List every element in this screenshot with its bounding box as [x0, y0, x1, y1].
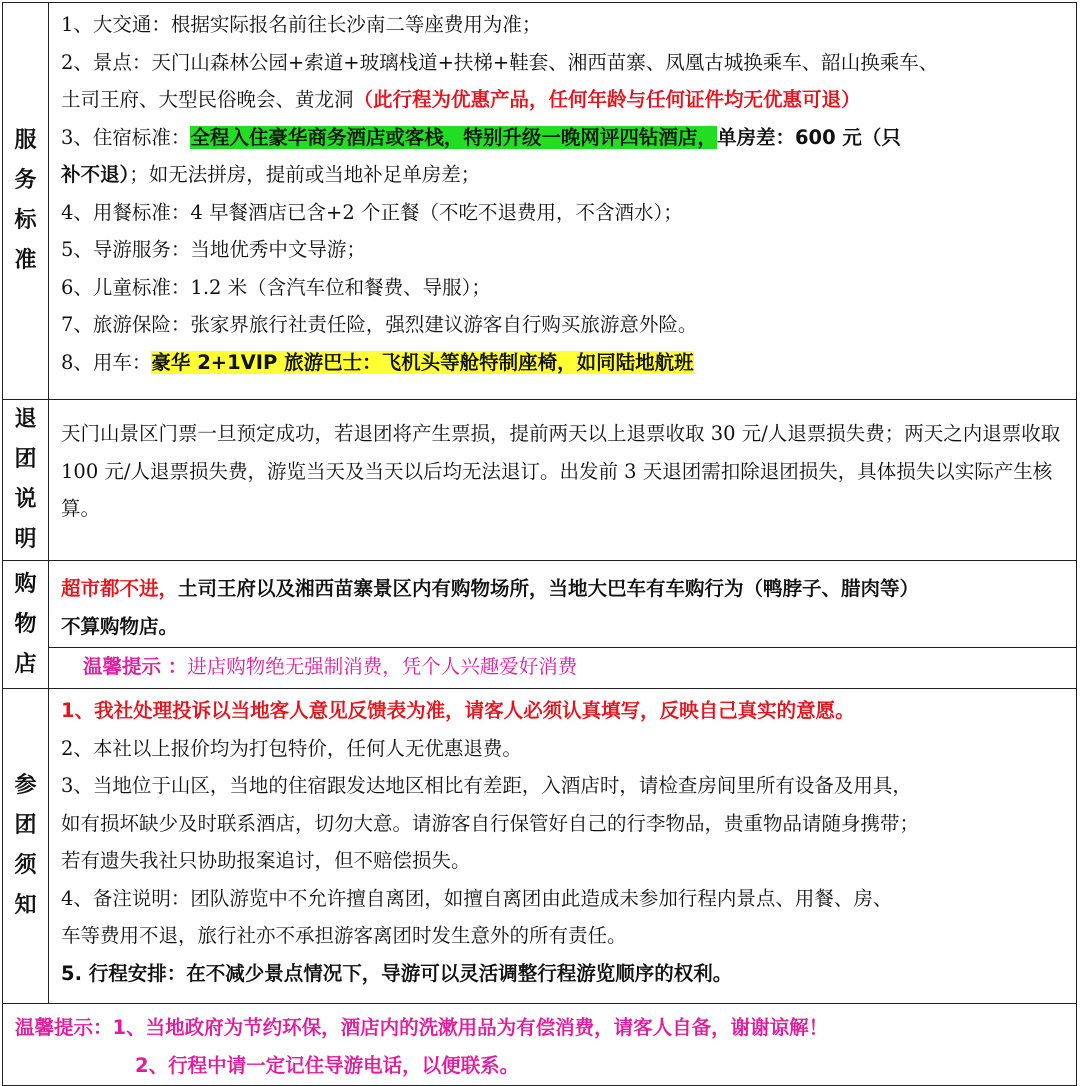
notice-price: 2、本社以上报价均为打包特价，任何人无优惠退费。 — [61, 736, 522, 760]
shopping-row — [3, 561, 1077, 689]
notice-remark: 4、备注说明：团队游览中不允许擅自离团，如擅自离团由此造成未参加行程内景点、用餐、房、 — [61, 886, 893, 910]
footer-row — [3, 1004, 1077, 1086]
refund-text: 天门山景区门票一旦预定成功，若退团将产生票损，提前两天以上退票收取 30 元/人退票损失费；两天之内退票收取 100 元/人退票损失费，游览当天及当天以后均无法退订。出发前 3 天退团需扣除退团损失，具体损失以实际产生核算。 — [61, 422, 1061, 520]
service-hotel: 3、住宿标准：全程入住豪华商务酒店或客栈，特别升级一晚网评四钻酒店，单房差：600 元（只 — [61, 125, 901, 149]
shopping-tip-label: 温馨提示 ： — [83, 655, 188, 678]
notice-row — [3, 689, 1077, 1004]
service-attractions: 2、景点：天门山森林公园+索道+玻璃栈道+扶梯+鞋套、湘西苗寨、凤凰古城换乘车、韶山换乘车、 — [61, 50, 939, 74]
service-guide: 5、导游服务：当地优秀中文导游； — [61, 238, 366, 261]
itinerary-terms-table — [2, 2, 1077, 1086]
service-vehicle: 8、用车：豪华 2+1VIP 旅游巴士：飞机头等舱特制座椅，如同陆地航班 — [61, 350, 694, 374]
service-row — [3, 3, 1077, 400]
notice-hotel-check-2: 如有损坏缺少及时联系酒店，切勿大意。请游客自行保管好自己的行李物品，贵重物品请随身携带； — [61, 811, 920, 835]
notice-schedule: 5. 行程安排：在不减少景点情况下，导游可以灵活调整行程游览顺序的权利。 — [61, 961, 733, 985]
shopping-text-cont: 不算购物店。 — [61, 614, 179, 638]
footer-tip-1: 温馨提示：1、当地政府为节约环保，酒店内的洗漱用品为有偿消费，请客人自备，谢谢谅解！ — [15, 1015, 829, 1039]
service-attractions-cont: 土司王府、大型民俗晚会、黄龙洞（此行程为优惠产品，任何年龄与任何证件均无优惠可退） — [61, 88, 861, 111]
service-insurance: 7、旅游保险：张家界旅行社责任险，强烈建议游客自行购买旅游意外险。 — [61, 313, 698, 336]
shopping-tip: 温馨提示 ：进店购物绝无强制消费，凭个人兴趣爱好消费 — [49, 647, 1076, 686]
notice-hotel-check-3: 若有遗失我社只协助报案追讨，但不赔偿损失。 — [61, 849, 471, 872]
notice-remark-2: 车等费用不退，旅行社亦不承担游客离团时发生意外的所有责任。 — [61, 924, 627, 947]
notice-complaint: 1、我社处理投诉以当地客人意见反馈表为准，请客人必须认真填写，反映自己真实的意愿。 — [61, 699, 855, 722]
service-hotel-cont: 补不退）；如无法拼房，提前或当地补足单房差； — [61, 163, 481, 186]
service-label: 服 务 标 准 — [3, 3, 49, 400]
service-transport: 1、大交通：根据实际报名前往长沙南二等座费用为准； — [61, 13, 542, 36]
shopping-label: 购 物 店 — [3, 561, 49, 689]
shopping-content — [49, 561, 1077, 689]
discount-warning: （此行程为优惠产品，任何年龄与任何证件均无优惠可退） — [353, 88, 861, 111]
no-supermarket: 超市都不进， — [61, 577, 179, 600]
footer-tip-2: 2、行程中请一定记住导游电话，以便联系。 — [135, 1053, 520, 1077]
service-children: 6、儿童标准：1.2 米（含汽车位和餐费、导服）； — [61, 275, 491, 299]
refund-row — [3, 400, 1077, 561]
vehicle-highlight: 豪华 2+1VIP 旅游巴士：飞机头等舱特制座椅，如同陆地航班 — [151, 350, 694, 374]
refund-content — [49, 400, 1077, 561]
notice-hotel-check: 3、当地位于山区，当地的住宿跟发达地区相比有差距，入酒店时，请检查房间里所有设备及用具， — [61, 774, 912, 797]
refund-label: 退 团 说 明 — [3, 400, 49, 561]
service-meals: 4、用餐标准：4 早餐酒店已含+2 个正餐（不吃不退费用，不含酒水）； — [61, 200, 683, 224]
service-content — [49, 3, 1077, 400]
single-room-fee: 单房差：600 元（只 — [716, 125, 901, 149]
hotel-highlight: 全程入住豪华商务酒店或客栈，特别升级一晚网评四钻酒店， — [190, 125, 717, 149]
notice-label: 参 团 须 知 — [3, 689, 49, 1004]
notice-content — [49, 689, 1077, 1004]
footer-content — [3, 1004, 1077, 1086]
shopping-text: 超市都不进，土司王府以及湘西苗寨景区内有购物场所，当地大巴车有车购行为（鸭脖子、腊肉等） — [61, 577, 920, 600]
